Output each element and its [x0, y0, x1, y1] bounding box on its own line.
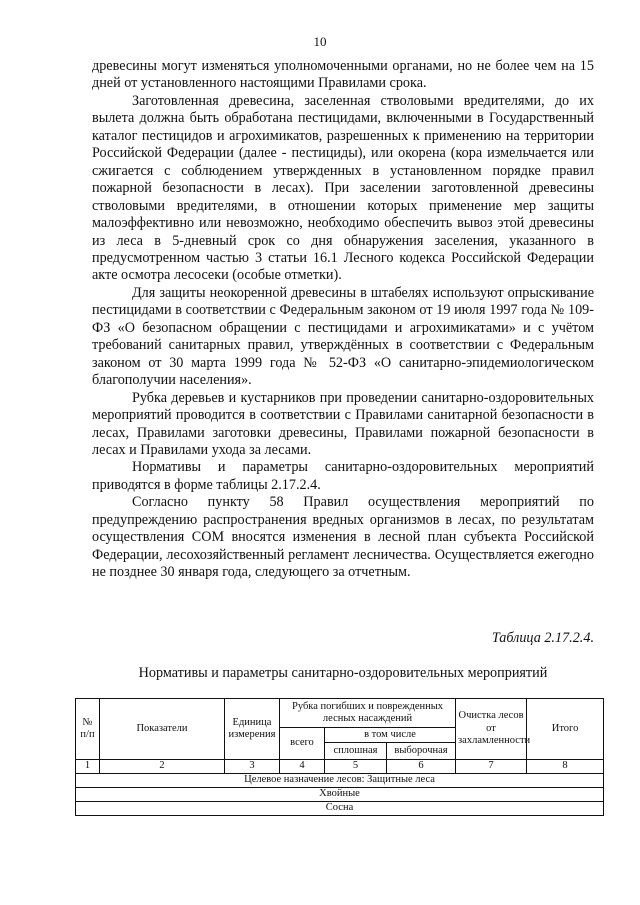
- paragraph-4: Рубка деревьев и кустарников при проведении санитарно-оздоровительных мероприятий проводится в соответствии с Правилами санитарной безопасности в лесах, Правилами заготовки древесины, Правилами пожарной безопасности в лесах и Правилами ухода за лесами.: [92, 389, 594, 458]
- column-number-row: [76, 760, 604, 774]
- table-header-row: [76, 699, 604, 728]
- header-selective: выборочная: [387, 743, 456, 760]
- column-number: 1: [76, 760, 100, 774]
- body-text: [92, 58, 594, 582]
- header-unit: Единица измерения: [225, 699, 280, 760]
- column-number: 7: [456, 760, 527, 774]
- header-total: всего: [280, 728, 325, 760]
- column-number: 6: [387, 760, 456, 774]
- paragraph-2: Заготовленная древесина, заселенная стволовыми вредителями, до их вылета должна быть обработана пестицидами, включенными в Государственный каталог пестицидов и агрохимикатов, разрешенных к применению на территории Российской Федерации (далее - пестициды), или окорена (кора измельчается или сжигается с соблюдением утвержденных в установленном порядке правил пожарной безопасности в лесах). При заселении заготовленной древесины стволовыми вредителями, в отношении которых применение мер защиты малоэффективно или невозможно, необходимо обеспечить вывоз этой древесины из леса в 5-дневный срок со дня обнаружения заселения, указанного в предусмотренном частью 3 статьи 16.1 Лесного кодекса Российской Федерации акте осмотра лесосеки (особые отметки).: [92, 92, 594, 284]
- header-felling-group: Рубка погибших и поврежденных лесных насаждений: [280, 699, 456, 728]
- column-number: 8: [527, 760, 604, 774]
- column-number: 5: [325, 760, 387, 774]
- column-number: 2: [100, 760, 225, 774]
- paragraph-1: древесины могут изменяться уполномоченными органами, но не более чем на 15 дней от установленного настоящими Правилами срока.: [92, 58, 594, 92]
- header-clear: сплошная: [325, 743, 387, 760]
- column-number: 4: [280, 760, 325, 774]
- table-caption: Таблица 2.17.2.4.: [491, 630, 594, 646]
- forest-purpose-row: Целевое назначение лесов: Защитные леса: [76, 774, 604, 788]
- table-row: [76, 774, 604, 788]
- header-including: в том числе: [325, 728, 456, 743]
- paragraph-3: Для защиты неокоренной древесины в штабелях используют опрыскивание пестицидами в соответствии с Федеральным законом от 19 июля 1997 года № 109-ФЗ «О безопасном обращении с пестицидами и агрохимикатами» и с учётом требований санитарных правил, утверждённых в соответствии с Федеральным законом от 30 марта 1999 года № 52-ФЗ «О санитарно-эпидемиологическом благополучии населения».: [92, 284, 594, 389]
- header-sum: Итого: [527, 699, 604, 760]
- table-row: [76, 788, 604, 802]
- header-cleaning: Очистка лесов от захламленности: [456, 699, 527, 760]
- paragraph-5: Нормативы и параметры санитарно-оздоровительных мероприятий приводятся в форме таблицы 2.17.2.4.: [92, 459, 594, 493]
- paragraph-6: Согласно пункту 58 Правил осуществления мероприятий по предупреждению распространения вредных организмов в лесах, по результатам осуществления СОМ вносятся изменения в лесной план субъекта Российской Федерации, лесохозяйственный регламент лесничества. Осуществляется ежегодно не позднее 30 января года, следующего за отчетным.: [92, 494, 594, 581]
- header-num: № п/п: [76, 699, 100, 760]
- species-row: Сосна: [76, 802, 604, 816]
- header-indicators: Показатели: [100, 699, 225, 760]
- page-number: 10: [313, 34, 327, 49]
- table-row: [76, 802, 604, 816]
- column-number: 3: [225, 760, 280, 774]
- table-title: Нормативы и параметры санитарно-оздоровительных мероприятий: [138, 665, 548, 681]
- species-group-row: Хвойные: [76, 788, 604, 802]
- norms-table: [75, 698, 604, 816]
